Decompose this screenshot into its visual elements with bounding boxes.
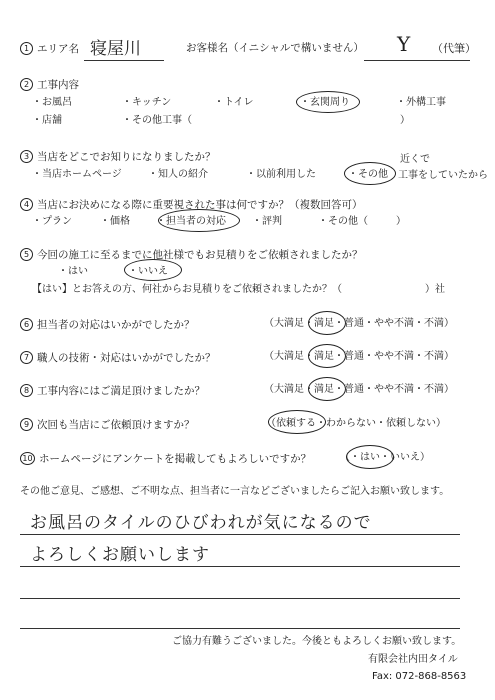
area-label: エリア名	[37, 43, 79, 55]
q9-selection-circle	[268, 410, 326, 434]
q4-opt-reputation: ・評判	[252, 216, 282, 227]
q5-number: 5	[20, 248, 33, 261]
q4-selection-circle	[158, 209, 240, 232]
q2-opt-entrance: ・玄関周り	[300, 97, 350, 108]
q5-followup-close: ）社	[425, 284, 445, 295]
q10-text: ホームページにアンケートを掲載してもよろしいですか？	[39, 453, 312, 465]
q4-close: ）	[396, 216, 406, 227]
q5-selection-circle	[124, 259, 182, 281]
q7-text: 職人の技術・対応はいかがでしたか？	[37, 352, 216, 364]
q7-selection-circle	[308, 344, 346, 368]
area-underline	[84, 60, 164, 61]
q5-label	[20, 248, 363, 262]
q4-opt-staff: ・担当者の対応	[156, 216, 226, 227]
q8-selection-circle	[308, 377, 346, 401]
customer-name-underline	[364, 60, 470, 61]
q3-opt-referral: ・知人の紹介	[148, 169, 208, 180]
q8-scale: （大満足・満足・普通・やや不満・不満）	[264, 384, 454, 395]
q9-number: 9	[20, 418, 33, 431]
customer-name-label: お客様名（イニシャルで構いません）	[186, 42, 364, 54]
area-value: 寝屋川	[90, 39, 141, 59]
q3-handwritten-2: 工事をしていたから	[398, 170, 488, 181]
footer-thanks: ご協力有難うございました。今後ともよろしくお願い致します。	[172, 636, 462, 647]
q5-opt-no: ・いいえ	[128, 266, 168, 277]
q4-opt-other: ・その他（	[318, 216, 368, 227]
q9-scale: （依頼する・わからない・依頼しない）	[266, 418, 446, 429]
q9-label	[20, 418, 195, 432]
q8-number: 8	[20, 384, 33, 397]
q3-selection-circle	[344, 162, 396, 185]
q8-text: 工事内容にはご満足頂けましたか？	[37, 385, 205, 397]
footer-company: 有限会社内田タイル	[368, 654, 458, 665]
q3-text: 当店をどこでお知りになりましたか？	[37, 151, 216, 163]
comment-line-2: よろしくお願いします	[30, 545, 210, 565]
q2-label	[20, 78, 79, 92]
comment-line-1: お風呂のタイルのひびわれが気になるので	[30, 513, 372, 533]
q2-opt-toilet: ・トイレ	[214, 97, 254, 108]
q10-label	[20, 452, 311, 466]
q2-opt-bath: ・お風呂	[32, 97, 72, 108]
q3-opt-homepage: ・当店ホームページ	[32, 169, 122, 180]
q2-opt-kitchen: ・キッチン	[122, 97, 172, 108]
q2-opt-store: ・店舗	[32, 115, 62, 126]
q8-label	[20, 384, 205, 398]
q2-number: 2	[20, 78, 33, 91]
q2-close: ）	[400, 115, 410, 126]
q2-selection-circle	[296, 91, 360, 113]
q3-number: 3	[20, 150, 33, 163]
comment-prompt: その他ご意見、ご感想、ご不明な点、担当者に一言などございましたらご記入お願い致します。	[20, 486, 450, 497]
q10-selection-circle	[346, 445, 394, 469]
q4-text: 当店にお決めになる際に重要視された事は何ですか？（複数回答可）	[37, 199, 363, 211]
q10-scale: （・はい・いいえ）	[340, 452, 430, 463]
q1-number: 1	[20, 42, 33, 55]
q2-text: 工事内容	[37, 79, 79, 91]
q7-scale: （大満足・満足・普通・やや不満・不満）	[264, 351, 454, 362]
q4-opt-price: ・価格	[100, 216, 130, 227]
q7-number: 7	[20, 351, 33, 364]
q6-label	[20, 318, 195, 332]
q6-scale: （大満足・満足・普通・やや不満・不満）	[264, 318, 454, 329]
q1-label	[20, 42, 79, 56]
comment-rule-4	[20, 628, 460, 629]
q5-opt-yes: ・はい	[58, 266, 88, 277]
q5-followup: 【はい】とお答えの方、何社からお見積りをご依頼されましたか？（	[32, 284, 342, 295]
q6-number: 6	[20, 318, 33, 331]
q9-text: 次回も当店にご依頼頂けますか？	[37, 419, 195, 431]
comment-rule-3	[20, 598, 460, 599]
customer-name-note: （代筆）	[432, 42, 476, 55]
q6-text: 担当者の対応はいかがでしたか？	[37, 319, 195, 331]
q4-opt-plan: ・プラン	[32, 216, 72, 227]
q5-text: 今回の施工に至るまでに他社様でもお見積りをご依頼されましたか？	[37, 249, 363, 261]
q4-number: 4	[20, 198, 33, 211]
q7-label	[20, 351, 216, 365]
q2-opt-other: ・その他工事（	[122, 115, 192, 126]
q3-opt-other: ・その他	[348, 169, 388, 180]
footer-fax: Fax: 072-868-8563	[372, 671, 467, 682]
q10-number: 10	[20, 452, 35, 465]
comment-rule-2	[20, 566, 460, 567]
customer-name-value: Y	[397, 32, 411, 56]
q3-label	[20, 150, 216, 164]
q6-selection-circle	[308, 311, 346, 335]
q3-opt-used-before: ・以前利用した	[246, 169, 316, 180]
q2-opt-exterior: ・外構工事	[396, 97, 446, 108]
q3-handwritten-1: 近くで	[400, 154, 430, 165]
comment-rule-1	[20, 534, 460, 535]
